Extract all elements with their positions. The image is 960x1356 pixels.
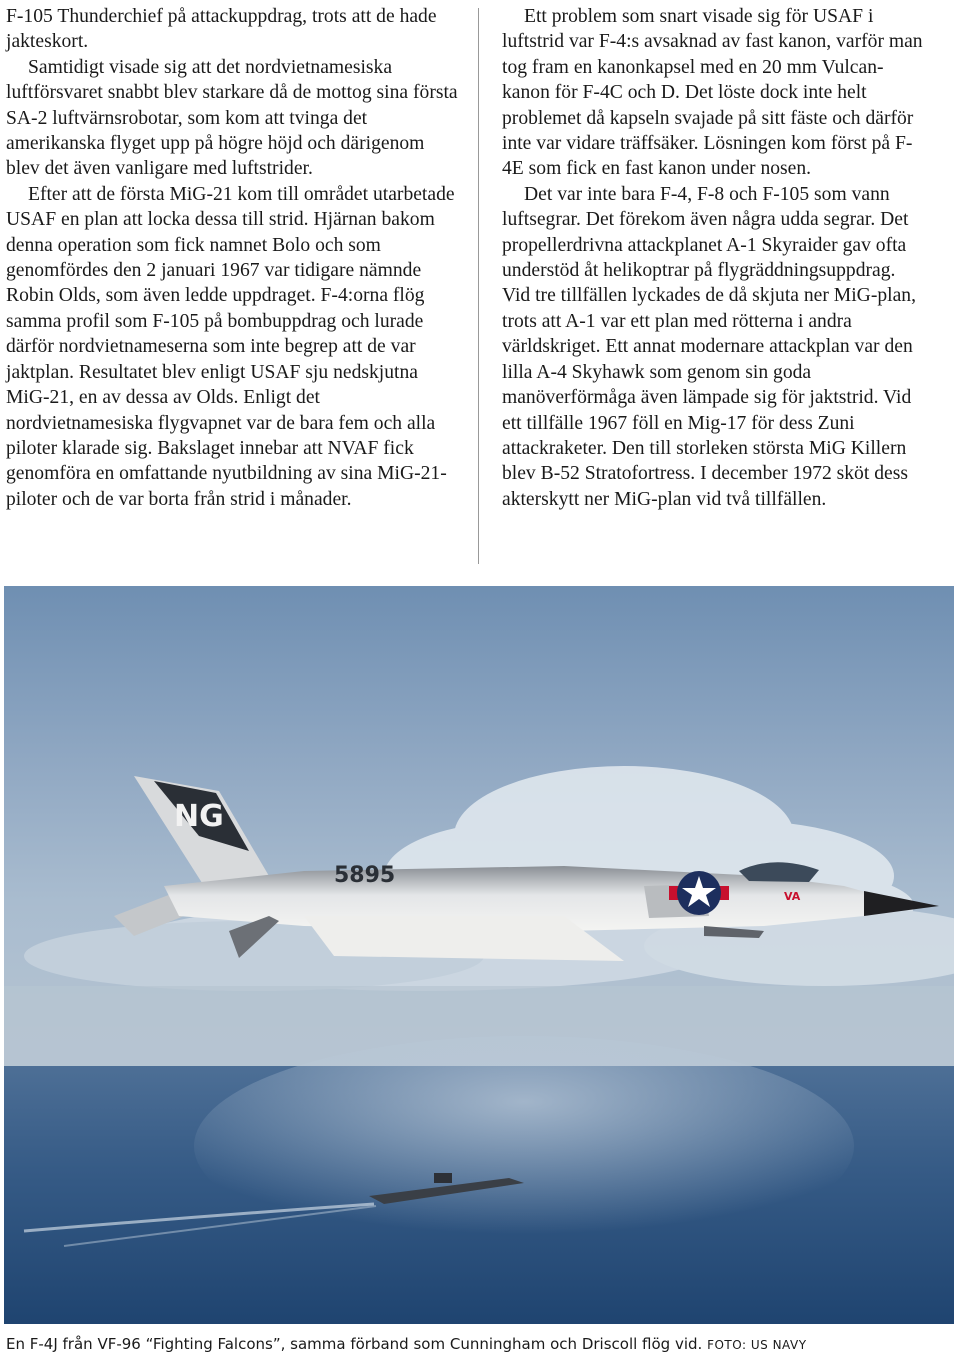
left-text-column <box>6 4 458 512</box>
right-paragraph-1: Ett problem som snart visade sig för USAF i luftstrid var F-4:s avsaknad av fast kanon, varför man tog fram en kanonkapsel med en 20 mm Vulcan-kanon för F-4C och D. Det löste dock inte helt problemet då kapseln svajade på sitt fäste och därför inte var vidare träffsäker. Lösningen kom först på F-4E som fick en fast kanon under nosen. <box>502 6 923 180</box>
nose-marking: VA <box>784 890 801 903</box>
left-paragraph-1: F-105 Thunderchief på attackuppdrag, trots att de hade jakteskort. <box>6 6 437 53</box>
left-paragraph-2: Samtidigt visade sig att det nordvietnamesiska luftförsvaret snabbt blev starkare då de mottog sina första SA-2 luftvärnsrobotar, som kom att tvinga det amerikanska flyget upp på högre höjd och därigenom blev det även vanligare med luftstrider. <box>6 56 458 180</box>
photo-credit: FOTO: US NAVY <box>707 1338 807 1352</box>
aircraft-photo <box>4 586 954 1324</box>
photo-caption <box>6 1334 946 1355</box>
fuselage-number: 5895 <box>334 863 396 888</box>
caption-text: En F-4J från VF-96 “Fighting Falcons”, samma förband som Cunningham och Driscoll flög vid. <box>6 1335 703 1353</box>
right-text-column <box>502 4 927 512</box>
tail-code: NG <box>174 799 224 834</box>
right-paragraph-2: Det var inte bara F-4, F-8 och F-105 som vann luftsegrar. Det förekom även några udda segrar. Det propellerdrivna attackplanet A-1 Skyraider gav ofta understöd åt helikoptrar på flygräddningsuppdrag. Vid tre tillfällen lyckades de då skjuta ner MiG-plan, trots att A-1 var ett plan med rötterna i andra världskriget. Ett annat modernare attackplan var den lilla A-4 Skyhawk som genom sin goda manöverförmåga även lämpade sig för jaktstrid. Vid ett tillfälle 1967 föll en Mig-17 för dess Zuni attackraketer. Den till storleken största MiG Killern blev B-52 Stratofortress. I december 1972 sköt dess akterskytt ner MiG-plan vid två tillfällen. <box>502 183 916 510</box>
left-paragraph-3: Efter att de första MiG-21 kom till området utarbetade USAF en plan att locka dessa till strid. Hjärnan bakom denna operation som fick namnet Bolo och som genomfördes den 2 januari 1967 var tidigare nämnde Robin Olds, som även ledde uppdraget. F-4:orna flög samma profil som F-105 på bombuppdrag och lurade därför nordvietnameserna som inte begrep att de var jaktplan. Resultatet blev enligt USAF sju nedskjutna MiG-21, en av dessa av Olds. Enligt det nordvietnamesiska flygvapnet var de bara fem och alla piloter klarade sig. Bakslaget innebar att NVAF fick genomföra en omfattande nyutbildning av sina MiG-21-piloter och de var borta från strid i månader. <box>6 183 455 510</box>
sea-glare <box>194 1036 854 1256</box>
column-divider <box>478 8 479 564</box>
